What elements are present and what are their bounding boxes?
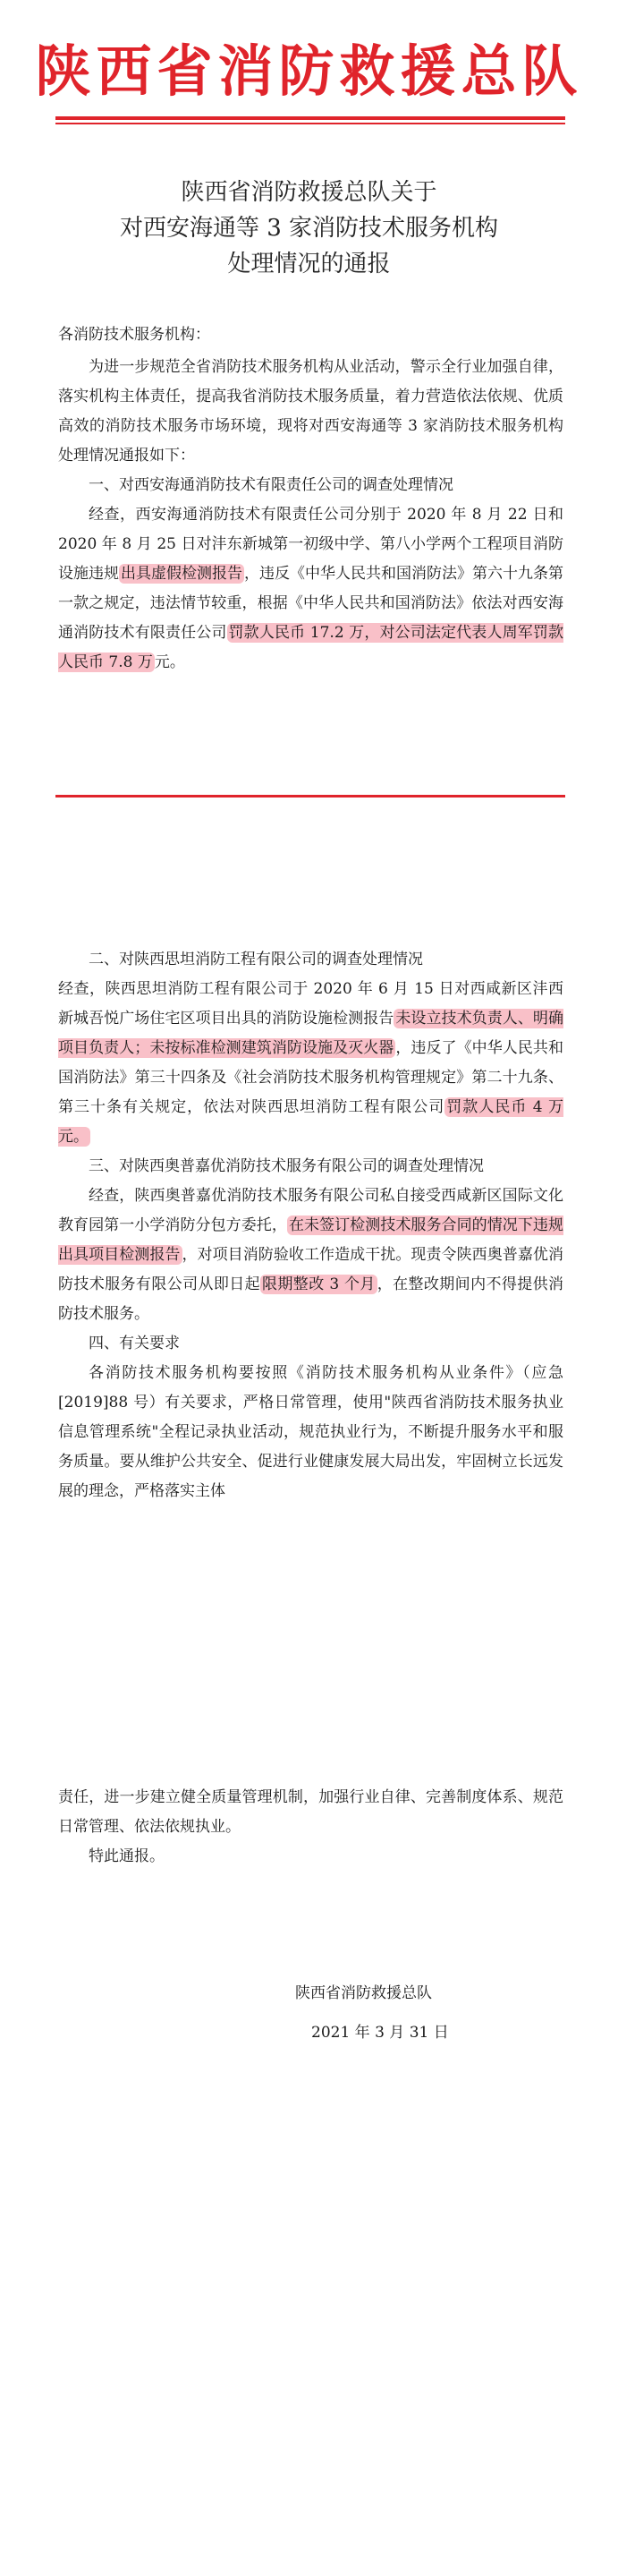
section-4-heading: 四、有关要求 xyxy=(89,1335,180,1352)
section-divider-red-rule xyxy=(55,795,565,798)
section-4-paragraph-part-2: 责任，进一步建立健全质量管理机制，加强行业自律、完善制度体系、规范日常管理、依法依规执业。 xyxy=(58,1788,563,1836)
highlight-false-report: 出具虚假检测报告 xyxy=(121,565,242,583)
intro-paragraph: 为进一步规范全省消防技术服务机构从业活动，警示全行业加强自律，落实机构主体责任，提高我省消防技术服务质量，着力营造依法依规、优质高效的消防技术服务市场环境，现将对西安海通等 3 家消防技术服务机构处理情况通报如下： xyxy=(58,358,563,465)
section-1-text-a: 经查，西安海通消防技术有限责任公司分别于 2020 年 8 月 22 日和 2020 年 8 月 25 日对沣东新城第一初级中学、第八小学两个工程项目消防设施违规 xyxy=(58,506,563,583)
notice-title xyxy=(0,175,618,282)
signature-org: 陕西省消防救援总队 xyxy=(295,1984,432,2002)
section-3-text-a: 经查，陕西奥普嘉优消防技术服务有限公司私自接受西咸新区国际文化教育园第一小学消防分包方委托， xyxy=(58,1187,563,1234)
title-line-3: 处理情况的通报 xyxy=(227,251,391,277)
header-red-rule-thin xyxy=(55,123,565,124)
salutation: 各消防技术服务机构： xyxy=(58,326,210,344)
title-line-2: 对西安海通等 3 家消防技术服务机构 xyxy=(119,215,499,242)
section-2-paragraph xyxy=(58,975,563,1152)
section-1-heading: 一、对西安海通消防技术有限责任公司的调查处理情况 xyxy=(89,476,453,494)
section-1-paragraph xyxy=(58,500,563,678)
title-line-1: 陕西省消防救援总队关于 xyxy=(181,179,437,206)
section-1-text-c: 元。 xyxy=(154,653,185,671)
section-4-paragraph-part-1: 各消防技术服务机构要按照《消防技术服务机构从业条件》（应急[2019]88 号）有关要求，严格日常管理，使用"陕西省消防技术服务执业信息管理系统"全程记录执业活动，规范执业行为，不断提升服务水平和服务质量。要从维护公共安全、促进行业健康发展大局出发，牢固树立长远发展的理念，严格落实主体 xyxy=(58,1364,563,1500)
masthead-org-name: 陕西省消防救援总队 xyxy=(35,38,583,104)
section-2-text-a: 经查，陕西思坦消防工程有限公司于 2020 年 6 月 15 日对西咸新区沣西新城吾悦广场住宅区项目出具的消防设施检测报告 xyxy=(58,980,563,1028)
section-1-text-b: ，违反《中华人民共和国消防法》第六十九条第一款之规定，违法情节较重，根据《中华人民共和国消防法》依法对西安海通消防技术有限责任公司 xyxy=(58,565,563,642)
section-3-heading: 三、对陕西奥普嘉优消防技术服务有限公司的调查处理情况 xyxy=(89,1157,484,1175)
section-2-heading: 二、对陕西思坦消防工程有限公司的调查处理情况 xyxy=(89,951,423,968)
highlight-no-technical-lead: 未设立技术负责人、明确项目负责人；未按标准检测建筑消防设施及灭火器 xyxy=(58,1010,563,1057)
closing-line: 特此通报。 xyxy=(89,1847,165,1865)
highlight-no-contract: 在未签订检测技术服务合同的情况下违规出具项目检测报告 xyxy=(58,1216,563,1264)
signature-date: 2021 年 3 月 31 日 xyxy=(311,2024,449,2042)
section-3-paragraph xyxy=(58,1181,563,1329)
highlight-fine-4wan: 罚款人民币 4 万元。 xyxy=(58,1098,564,1146)
header-red-rule xyxy=(55,116,565,120)
highlight-fine-amounts: 罚款人民币 17.2 万，对公司法定代表人周军罚款人民币 7.8 万 xyxy=(58,624,563,671)
section-3-text-b: ，对项目消防验收工作造成干扰。现责令陕西奥普嘉优消防技术服务有限公司从即日起 xyxy=(58,1246,563,1293)
section-2-text-b: ，违反了《中华人民共和国消防法》第三十四条及《社会消防技术服务机构管理规定》第二十九条、第三十条有关规定，依法对陕西思坦消防工程有限公司 xyxy=(58,1039,563,1116)
section-3-text-c: ，在整改期间内不得提供消防技术服务。 xyxy=(58,1275,564,1323)
highlight-rectify-3-months: 限期整改 3 个月 xyxy=(262,1275,376,1293)
